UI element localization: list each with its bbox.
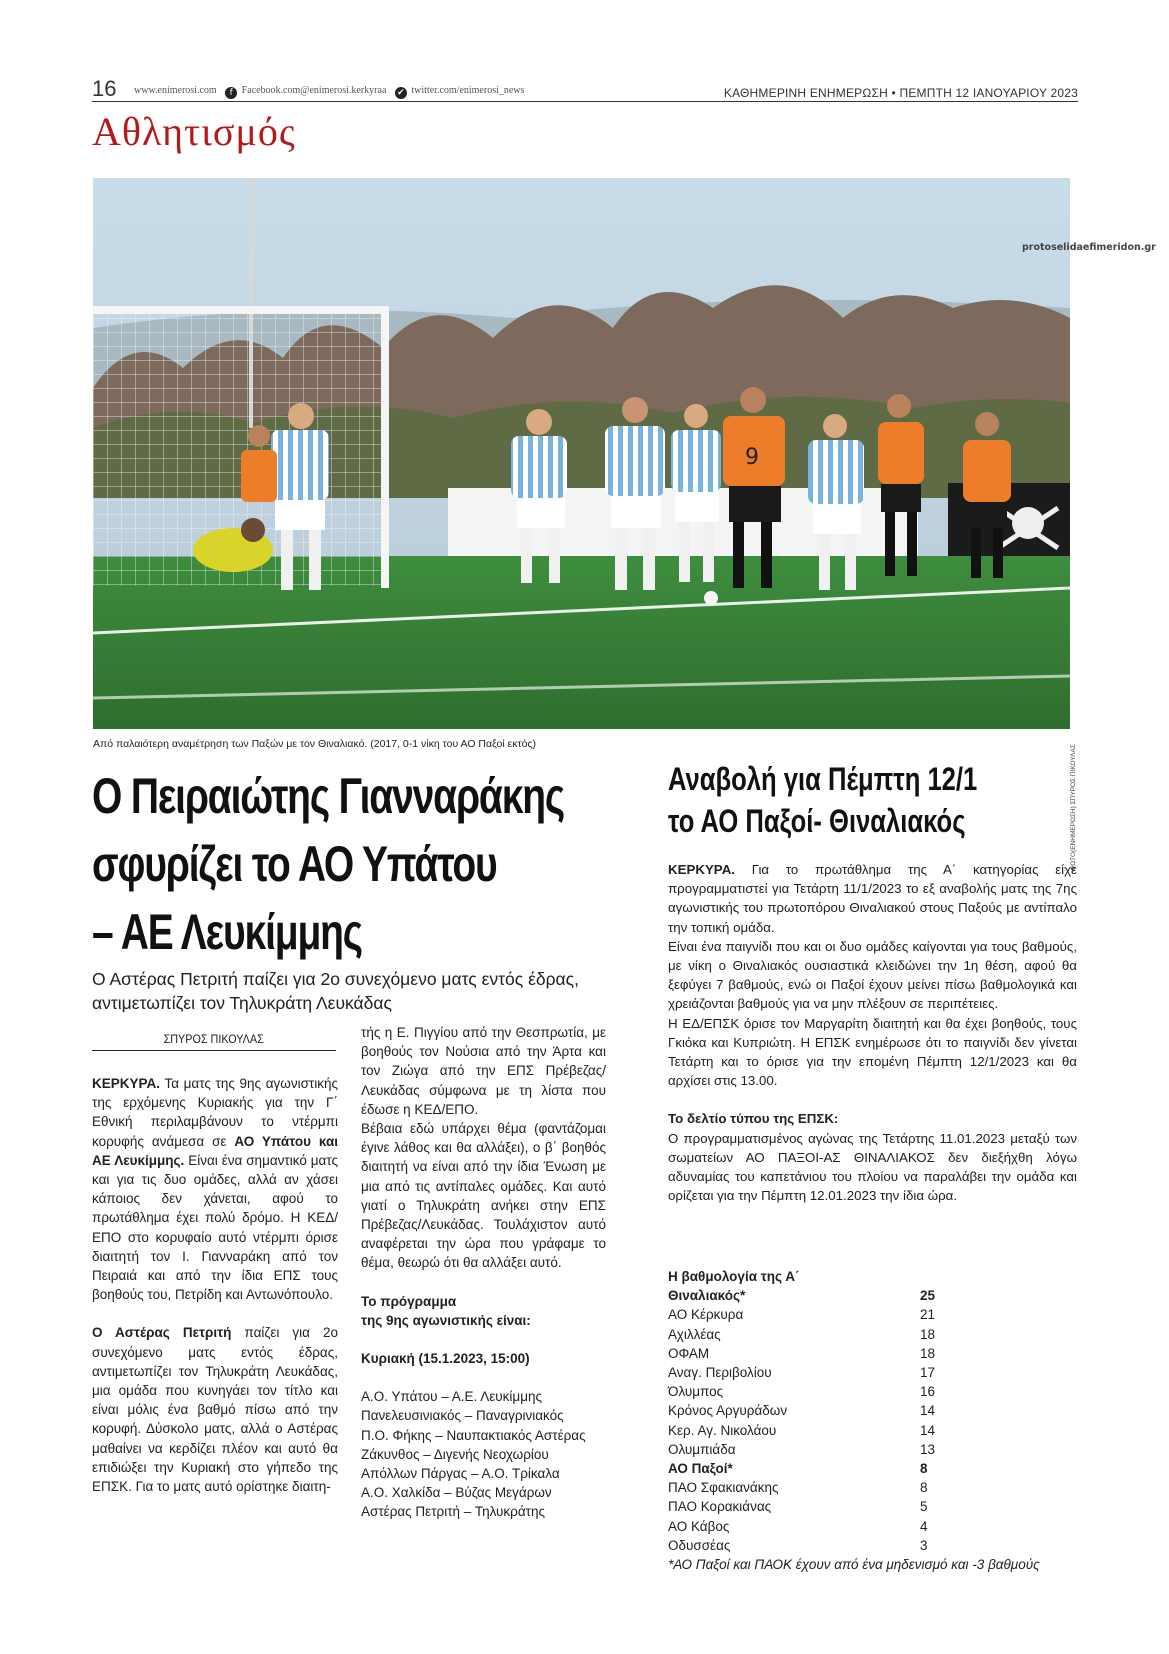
standings-team: Αχιλλέας <box>668 1326 721 1342</box>
standings-row <box>668 1382 1077 1401</box>
article2-column <box>668 860 1077 1205</box>
paragraph: Βέβαια εδώ υπάρχει θέμα (φαντάζομαι έγινε λάθος και θα αλλάξει), ο β΄ βοηθός διαιτητή να είναι από την ίδια Ένωση με μια από τις αντίπαλες ομάδες. Και αυτό γιατί ο Τηλυκράτη ανήκει στην ΕΠΣ Πρέβεζας/Λευκάδας. Τουλάχιστον αυτό αναφέρεται την ώρα που γράφαμε το θέμα, θεωρώ ότι θα αλλάξει αυτό. <box>361 1121 606 1271</box>
standings-row <box>668 1459 1077 1478</box>
paragraph: τής η Ε. Πιγγίου από την Θεσπρωτία, με βοηθούς τον Νούσια από την Άρτα και τον Ζιώγα από την ΕΠΣ Πρέβεζας/Λευκάδας σύμφωνα με τη λίστα που έδωσε η ΚΕΔ/ΕΠΟ. <box>361 1025 606 1117</box>
paragraph: Ο προγραμματισμένος αγώνας της Τετάρτης 11.01.2023 μεταξύ των σωματείων ΑΟ ΠΑΞΟΙ-ΑΣ ΘΙΝΑΛΙΑΚΟΣ δεν διεξήχθη λόγω αδυναμίας του καπετάνιου του πλοίου να παραλάβει την ομάδα και ορίζεται για την Πέμπτη 12.01.2023 την ίδια ώρα. <box>668 1130 1077 1204</box>
standings-team: ΠΑΟ Κορακιάνας <box>668 1499 772 1515</box>
standings-row <box>668 1421 1077 1440</box>
twitter-link[interactable]: twitter.com/enimerosi_news <box>411 85 525 96</box>
standings-row <box>668 1536 1077 1555</box>
standings-team: ΟΦΑΜ <box>668 1345 710 1361</box>
standings-row <box>668 1325 1077 1344</box>
standings-points: 25 <box>920 1288 936 1304</box>
photo-caption: Από παλαιότερη αναμέτρηση των Παξών με τον Θιναλιακό. (2017, 0-1 νίκη του ΑΟ Παξοί εκτός) <box>93 738 537 750</box>
article-subheadline: Ο Αστέρας Πετριτή παίζει για 2ο συνεχόμενο ματς εντός έδρας, αντιμετωπίζει τον Τηλυκράτη Λευκάδας <box>92 969 579 1013</box>
standings-team: ΑΟ Κάβος <box>668 1518 730 1534</box>
standings-points: 14 <box>920 1422 936 1438</box>
standings-points: 18 <box>920 1326 936 1342</box>
standings-points: 14 <box>920 1403 936 1419</box>
standings-row <box>668 1478 1077 1497</box>
section-title: Αθλητισμός <box>92 109 296 154</box>
photo-watermark: protoselidaefimeridon.gr <box>1022 242 1156 253</box>
match-program: Το πρόγραμμα της 9ης αγωνιστικής είναι: Κυριακή (15.1.2023, 15:00) Α.Ο. Υπάτου – Α.Ε. Λευκίμμης Πανελευσινιακός – Παναγρινιακός Π.Ο. Φήκης – Ναυπακτιακός Αστέρας Ζάκυνθος – Διγενής Νεοχωρίου Απόλλων Πάργας – Α.Ο. Τρίκαλα Α.Ο. Χαλκίδα – Βύζας Μεγάρων Αστέρας Πετριτή – Τηλυκράτης <box>361 1292 606 1522</box>
standings-points: 3 <box>920 1537 928 1553</box>
standings-team: ΑΟ Παξοί* <box>668 1461 733 1477</box>
standings-row <box>668 1517 1077 1536</box>
standings-row <box>668 1440 1077 1459</box>
match-item: Αστέρας Πετριτή – Τηλυκράτης <box>361 1504 545 1520</box>
paragraph: Η ΕΔ/ΕΠΣΚ όρισε τον Μαργαρίτη διαιτητή και θα έχει βοηθούς, τους Γκιόκα και Κυπριώτη. Η ΕΠΣΚ ενημέρωσε ότι το παιγνίδι δεν γίνεται Τετάρτη και το όρισε για την επομένη Πέμπτη 12/1/2023 και θα αρχίσει στις 13.00. <box>668 1015 1077 1089</box>
standings-team: ΠΑΟ Σφακιανάκης <box>668 1480 779 1496</box>
standings-title: Η βαθμολογία της Α΄ <box>668 1269 800 1284</box>
article-byline: ΣΠΥΡΟΣ ΠΙΚΟΥΛΑΣ <box>92 1032 336 1051</box>
page-header <box>92 74 1078 102</box>
match-item: Π.Ο. Φήκης – Ναυπακτιακός Αστέρας <box>361 1427 586 1443</box>
standings-row <box>668 1286 1077 1305</box>
twitter-icon: ✔ <box>395 87 407 99</box>
article2-headline: Αναβολή για Πέμπτη 12/1 το ΑΟ Παξοί- Θιναλιακός <box>668 761 978 839</box>
standings-team: Κρόνος Αργυράδων <box>668 1403 788 1419</box>
standings-team: Θιναλιακός* <box>668 1288 746 1304</box>
standings-team: Οδυσσέας <box>668 1537 731 1553</box>
paragraph: ΚΕΡΚΥΡΑ. Για το πρωτάθλημα της Α΄ κατηγορίας είχε προγραμματιστεί για Τετάρτη 11/1/2023 το εξ αναβολής ματς της 7ης αγωνιστικής του πρωτοπόρου Θιναλιακού στους Παξούς με αντίπαλο την τοπική ομάδα. <box>668 862 1077 935</box>
standings-points: 8 <box>920 1461 928 1477</box>
standings-row <box>668 1344 1077 1363</box>
match-item: Α.Ο. Χαλκίδα – Βύζας Μεγάρων <box>361 1485 552 1501</box>
match-item: Πανελευσινιακός – Παναγρινιακός <box>361 1408 564 1424</box>
standings-row <box>668 1363 1077 1382</box>
standings-team: Όλυμπος <box>668 1384 724 1400</box>
paragraph: ΚΕΡΚΥΡΑ. Τα ματς της 9ης αγωνιστικής της ερχόμενης Κυριακής για την Γ΄ Εθνική περιλαμβάνουν το ντέρμπι κορυφής ανάμεσα σε ΑΟ Υπάτου και ΑΕ Λευκίμμης. Είναι ένα σημαντικό ματς και για τις δυο ομάδες, αλλά αν χάσει κάποιος δεν χάνεται, αφού το πρωτάθλημα έχει πολύ δρόμο. Η ΚΕΔ/ΕΠΟ στο κορυφαίο αυτό ντέρμπι όρισε διαιτητή τον Ι. Γιανναράκη από τον Πειραιά και από την ίδια ΕΠΣ τους βοηθούς του, Πετρίδη και Αντωνόπουλο. <box>92 1076 339 1303</box>
standings-table <box>668 1267 1077 1574</box>
standings-points: 21 <box>920 1307 936 1323</box>
standings-points: 5 <box>920 1499 928 1515</box>
standings-points: 8 <box>920 1480 928 1496</box>
standings-points: 16 <box>920 1384 936 1400</box>
paragraph: Είναι ένα παιγνίδι που και οι δυο ομάδες καίγονται για τους βαθμούς, με νίκη ο Θιναλιακός ουσιαστικά κλειδώνει την 1η θέση, αφού θα ξεφύγει 7 βαθμούς, ενώ οι Παξοί έχουν μείνει πίσω βαθμολογικά και χρειάζονται βαθμούς για να μην πλέξουν σε περιπέτειες. <box>668 938 1077 1012</box>
article-headline: Ο Πειραιώτης Γιανναράκης σφυρίζει το ΑΟ Υπάτου – ΑΕ Λευκίμμης <box>92 768 565 960</box>
standings-note: *ΑΟ Παξοί και ΠΑΟΚ έχουν από ένα μηδενισμό και -3 βαθμούς <box>668 1557 1040 1573</box>
standings-row <box>668 1497 1077 1516</box>
standings-points: 13 <box>920 1441 936 1457</box>
press-release-title: Το δελτίο τύπου της ΕΠΣΚ: <box>668 1111 839 1127</box>
standings-team: Αναγ. Περιβολίου <box>668 1365 772 1381</box>
match-item: Απόλλων Πάργας – Α.Ο. Τρίκαλα <box>361 1466 560 1482</box>
article-column-1 <box>92 1074 338 1496</box>
article-column-2 <box>361 1023 606 1522</box>
match-item: Ζάκυνθος – Διγενής Νεοχωρίου <box>361 1446 549 1462</box>
standings-row <box>668 1401 1077 1420</box>
match-photo <box>93 178 1070 729</box>
header-links <box>134 85 524 99</box>
standings-team: Ολυμπιάδα <box>668 1441 736 1457</box>
standings-points: 18 <box>920 1345 936 1361</box>
photo-credit: ΦΩΤΟ(ΕΝΗΜΕΡΩΣΗ) ΣΠΥΡΟΣ ΠΙΚΟΥΛΑΣ <box>1070 744 1077 871</box>
facebook-link[interactable]: Facebook.com@enimerosi.kerkyraa <box>241 85 387 96</box>
standings-points: 4 <box>920 1518 928 1534</box>
match-item: Α.Ο. Υπάτου – Α.Ε. Λευκίμμης <box>361 1389 542 1405</box>
facebook-icon: f <box>225 87 237 99</box>
standings-team: Κερ. Αγ. Νικολάου <box>668 1422 777 1438</box>
standings-row <box>668 1305 1077 1324</box>
standings-team: ΑΟ Κέρκυρα <box>668 1307 744 1323</box>
page-number: 16 <box>92 76 117 101</box>
standings-points: 17 <box>920 1365 936 1381</box>
paragraph: Ο Αστέρας Πετριτή παίζει για 2ο συνεχόμενο ματς εντός έδρας, αντιμετωπίζει τον Τηλυκράτη Λευκάδας, μια ομάδα που κυνηγάει τον τίτλο και είναι μόλις ένα βαθμό πίσω από την κορυφή. Δύσκολο ματς, αλλά ο Αστέρας μαθαίνει να κερδίζει πλέον και αυτό θα επιδιώξει την Κυριακή στο γήπεδο της ΕΠΣΚ. Για το ματς αυτό ορίστηκε διαιτη- <box>92 1325 338 1495</box>
svg-text:9: 9 <box>745 445 759 470</box>
paper-date: ΚΑΘΗΜΕΡΙΝΗ ΕΝΗΜΕΡΩΣΗ • ΠΕΜΠΤΗ 12 ΙΑΝΟΥΑΡΙΟΥ 2023 <box>723 86 1078 100</box>
website-link[interactable]: www.enimerosi.com <box>134 85 217 96</box>
